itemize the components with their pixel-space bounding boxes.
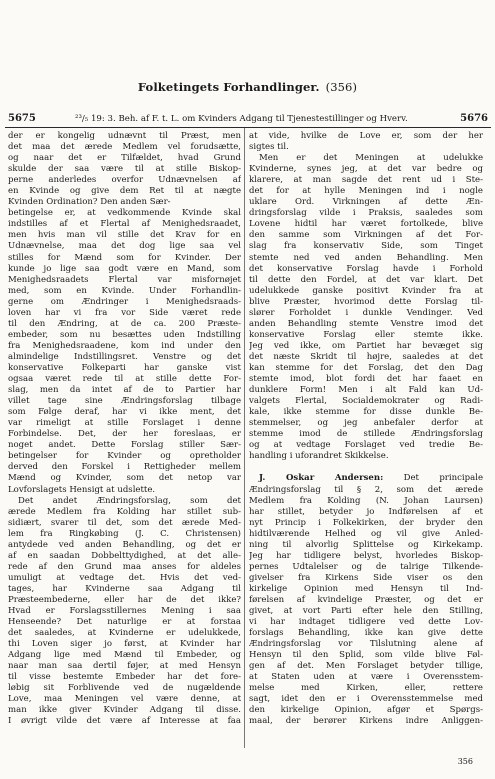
text-line: dringsforslag vilde i Praksis, saaledes som [249, 208, 483, 219]
text-line: Kvinderne, synes jeg, at det var bedre og [249, 164, 483, 175]
text-line: har stillet, betyder jo Indførelsen af et [249, 506, 483, 517]
text-line: kan stemme for det Forslag, det den Dag [249, 362, 483, 373]
page-title [0, 80, 495, 94]
text-line: hidtilværende Helhed og vil give Anled- [249, 528, 483, 539]
text-line: Det andet Ændringsforslag, som det [18, 495, 241, 506]
text-line: lem fra Ringkøbing (J. C. Christensen) [8, 528, 241, 539]
text-line: det næste Skridt til højre, saaledes at det [249, 351, 483, 362]
text-line: embeder, som nu besættes uden Indstilling [8, 329, 241, 340]
text-line [249, 462, 483, 473]
text-line: klarere, at man sagde det rent ud i Ste- [249, 175, 483, 186]
text-line: givelser fra Kirkens Side viser os den [249, 572, 483, 583]
text-line: ning til alvorlig Splittelse og Kirkekamp. [249, 539, 483, 550]
text-line: kunde jo lige saa godt være en Mand, som [8, 263, 241, 274]
text-line: Menighedsraadets Flertal var misfornøjet [8, 274, 241, 285]
text-line: maal, der berører Kirkens indre Anliggen- [249, 716, 483, 727]
column-number-right: 5676 [460, 113, 488, 124]
text-line: Jeg har tidligere belyst, hvorledes Biskop- [249, 550, 483, 561]
text-line: udelukkede ganske positivt Kvinder fra at [249, 285, 483, 296]
text-line: Men er det Meningen at udelukke [259, 153, 483, 164]
text-line: ærede Medlem fra Kolding har stillet sub- [8, 506, 241, 517]
text-line: ogsaa været rede til at stille dette For- [8, 374, 241, 385]
title-text: Folketingets Forhandlinger. [137, 80, 320, 94]
text-line: konservative Folkeparti har ganske vist [8, 362, 241, 373]
text-line: Lovene hidtil har været fortolkede, blive [249, 219, 483, 230]
right-column [249, 131, 483, 728]
text-line: en Kvinde og give dem Ret til at nægte [8, 186, 241, 197]
text-line: givet, at vort Parti efter hele den Stilling, [249, 606, 483, 617]
text-line: førelsen af kvindelige Præster, og det er [249, 594, 483, 605]
text-line: loven har vi fra vor Side været rede [8, 307, 241, 318]
text-line: perne anderledes overfor Udnævnelsen af [8, 175, 241, 186]
text-line: thi Loven siger jo først, at Kvinder har [8, 639, 241, 650]
text-line: anden Behandling stemte Venstre imod det [249, 318, 483, 329]
text-line: betingelser for Kvinder og opretholder [8, 451, 241, 462]
text-line: at vide, hvilke de Love er, som der her [249, 131, 483, 141]
text-line: slag fra konservativ Side, som Tinget [249, 241, 483, 252]
text-line: indstilles af et Flertal af Menighedsraadet, [8, 219, 241, 230]
text-line: kirkelige Opinion med Hensyn til Ind- [249, 583, 483, 594]
text-line: J. Oskar Andersen: Det principale [259, 473, 483, 484]
text-line: det for at hylle Meningen ind i nogle [249, 186, 483, 197]
speaker-name: J. Oskar Andersen: [259, 473, 384, 484]
text-line: af en saadan Dobbelttydighed, at det alle- [8, 550, 241, 561]
text-line: forslags Behandling, ikke kan give dette [249, 628, 483, 639]
text-line: villet tage sine Ændringsforslag tilbage [8, 396, 241, 407]
text-line: Hensyn til den Splid, som vilde blive Føl- [249, 650, 483, 661]
text-line: I øvrigt vilde det være af Interesse at faa [8, 716, 241, 727]
text-line: gen af det. Men Forslaget betyder tillige, [249, 661, 483, 672]
text-line: Love, maa Meningen vel være denne, at [8, 694, 241, 705]
title-page-ref: (356) [325, 80, 358, 94]
text-line: til visse bestemte Embeder har det fore- [8, 672, 241, 683]
text-line: fra Menighedsraadene, kom ind under den [8, 340, 241, 351]
header-rule [5, 127, 491, 128]
text-line: Hvad er Forslagsstillernes Mening i saa [8, 606, 241, 617]
text-line: handling i uforandret Skikkelse. [249, 451, 389, 462]
text-line: blive Præster, hvorimod dette Forslag til- [249, 296, 483, 307]
text-line: noget andet. Dette Forslag stiller Sær- [8, 440, 241, 451]
text-line: antydede ved anden Behandling, og det er [8, 539, 241, 550]
text-line: stemte imod, blot fordi det har faaet en [249, 374, 483, 385]
running-header-text: ²³/₅ 19: 3. Beh. af F. t. L. om Kvinders Adgang til Tjenestestillinger og Hverv. [75, 114, 408, 124]
text-line: betingelse er, at vedkommende Kvinde skal [8, 208, 241, 219]
text-line: og at vedtage Forslaget ved tredie Be- [249, 440, 483, 451]
text-line: umuligt at vedtage det. Hvis det ved- [8, 572, 241, 583]
text-line: Ændringsforslag vor Tilslutning alene af [249, 639, 483, 650]
text-line: slag, men da intet af de to Partier har [8, 385, 241, 396]
text-line: til dette den Fordel, at det var klart. Det [249, 274, 483, 285]
text-line: sagt, idet den er i Overensstemmelse med [249, 694, 483, 705]
text-line: derved den Forskel i Rettigheder mellem [8, 462, 241, 473]
text-line: Mænd og Kvinder, som det netop var [8, 473, 241, 484]
text-line: men hvis man vil stille det Krav for en [8, 230, 241, 241]
text-line: slører Forholdet i dunkle Vendinger. Ved [249, 307, 483, 318]
text-line: konservative Forslag eller stemte ikke. [249, 329, 483, 340]
text-line: var rimeligt at stille Forslaget i denne [8, 418, 241, 429]
text-line: rede af den Grund maa anses for aldeles [8, 561, 241, 572]
text-line: Lovforslagets Hensigt at udslette. [8, 484, 156, 495]
text-line: stemme imod de stillede Ændringsforslag [249, 429, 483, 440]
text-line: vi har indtaget tidligere ved dette Lov- [249, 617, 483, 628]
text-line: den samme som Virkningen af det For- [249, 230, 483, 241]
left-column [8, 131, 241, 728]
text-line: melse med Kirken, eller, rettere [249, 683, 483, 694]
text-line: Kvinden Ordination? Den anden Sær- [8, 197, 171, 208]
text-line: og naar det er Tilfældet, hvad Grund [8, 153, 241, 164]
text-line: Medlem fra Kolding (N. Johan Laursen) [249, 495, 483, 506]
text-line: tages, har Kvinderne saa Adgang til [8, 583, 241, 594]
text-line: man ikke giver Kvinder Adgang til disse. [8, 705, 241, 716]
text-line: Adgang lige med Mænd til Embeder, og [8, 650, 241, 661]
text-line: valgets Flertal, Socialdemokrater og Radi- [249, 396, 483, 407]
text-line: at Staten uden at være i Overensstem- [249, 672, 483, 683]
text-line: sigtes til. [249, 142, 289, 153]
text-line: sidiært, svarer til det, som det ærede Med- [8, 517, 241, 528]
text-line: naar man saa dertil føjer, at med Hensyn [8, 661, 241, 672]
text-line: stemte ned ved anden Behandling. Men [249, 252, 483, 263]
text-line: almindelige Indstillingsret. Venstre og det [8, 351, 241, 362]
text-line: gerne om Ændringer i Menighedsraads- [8, 296, 241, 307]
text-line: Forbindelse. Det, der her foreslaas, er [8, 429, 241, 440]
column-divider [244, 128, 245, 748]
text-line: Udnævnelse, maa det dog lige saa vel [8, 241, 241, 252]
text-line: Ændringsforslag til § 2, som det ærede [249, 484, 483, 495]
text-line: det maa det ærede Medlem vel forudsætte, [8, 142, 241, 153]
text-line: det saaledes, at Kvinderne er udelukkede, [8, 628, 241, 639]
text-line: til den Ændring, at de ca. 200 Præste- [8, 318, 241, 329]
text-line: skulde der saa være til at stille Biskop- [8, 164, 241, 175]
text-line: stilles for Mænd som for Kvinder. Der [8, 252, 241, 263]
text-line: nyt Princip i Folkekirken, der bryder den [249, 517, 483, 528]
text-line: Præsteembederne, eller har de det ikke? [8, 594, 241, 605]
text-line: med, som en Kvinde. Under Forhandlin- [8, 285, 241, 296]
text-line: dunklere Form! Men i alt Fald kan Ud- [249, 385, 483, 396]
column-number-left: 5675 [8, 113, 36, 124]
text-line: kale, ikke stemme for disse dunkle Be- [249, 407, 483, 418]
text-line: som Følge deraf, har vi ikke ment, det [8, 407, 241, 418]
page-folio: 356 [457, 757, 473, 766]
text-line: det konservative Forslag havde i Forhold [249, 263, 483, 274]
text-line: uklare Ord. Virkningen af dette Æn- [249, 197, 483, 208]
text-line: stemmelser, og jeg anbefaler derfor at [249, 418, 483, 429]
text-line: løbig sit Forblivende ved de nugældende [8, 683, 241, 694]
text-line: der er kongelig udnævnt til Præst, men [8, 131, 241, 141]
text-line: den kirkelige Opinion, afgør et Spørgs- [249, 705, 483, 716]
text-line: pernes Udtalelser og de talrige Tilkende- [249, 561, 483, 572]
text-line: Jeg ved ikke, om Partiet har bevæget sig [249, 340, 483, 351]
text-line: Henseende? Det naturlige er at forstaa [8, 617, 241, 628]
